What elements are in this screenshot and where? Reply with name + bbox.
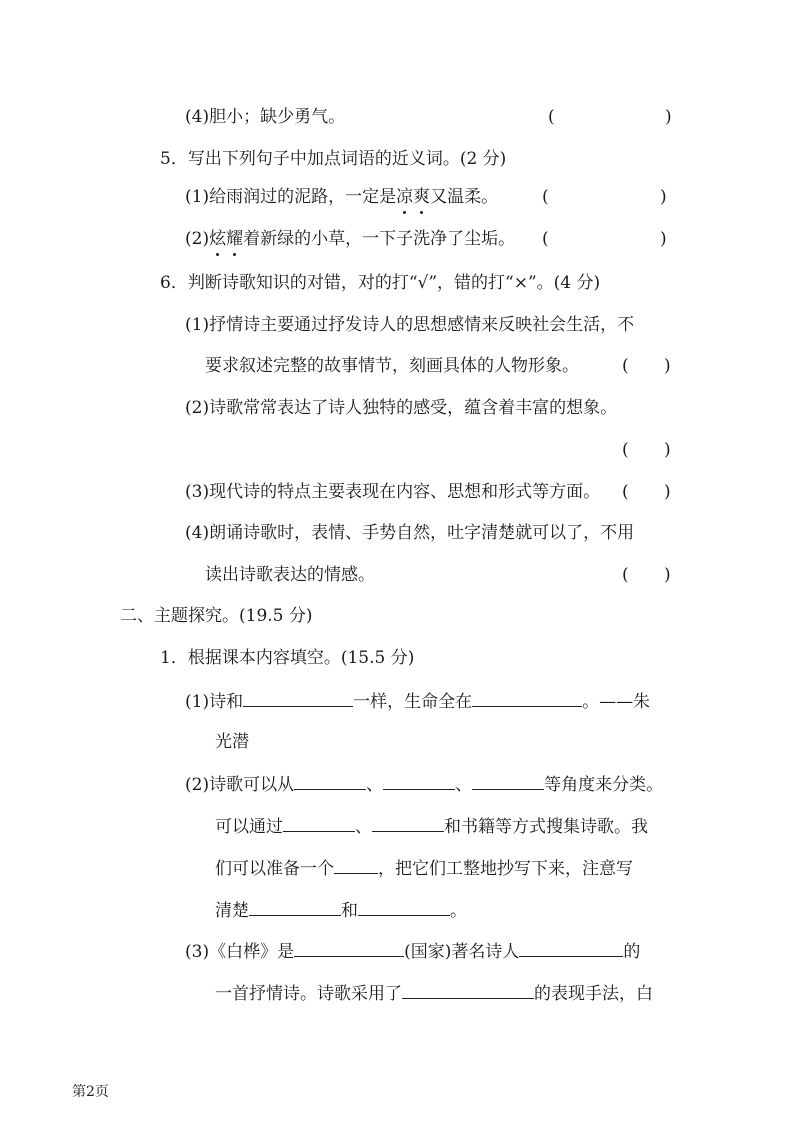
q5-item-1-post: 又温柔。 — [430, 187, 499, 207]
fill-item-1-line-1 — [185, 688, 650, 714]
dotted-char: 炫 — [209, 229, 227, 249]
fill-text: (国家)著名诗人 — [404, 942, 520, 962]
answer-paren-open: ( — [542, 187, 549, 207]
answer-paren-open: ( — [548, 107, 555, 127]
answer-blank[interactable] — [383, 771, 455, 790]
answer-blank[interactable] — [283, 813, 355, 832]
answer-blank[interactable] — [249, 897, 341, 916]
fill-text: 和书籍等方式搜集诗歌。我 — [444, 817, 648, 837]
fill-text: 的 — [623, 942, 641, 962]
q5-item-1 — [185, 185, 498, 209]
dotted-char: 耀 — [226, 229, 244, 249]
fill-text: 。——朱 — [582, 692, 651, 712]
answer-paren-open: ( — [622, 482, 629, 502]
fill-text: (2)诗歌可以从 — [185, 775, 295, 795]
answer-blank[interactable] — [358, 897, 450, 916]
answer-paren-open: ( — [622, 356, 629, 376]
fill-item-1-line-2: 光潜 — [215, 732, 249, 752]
answer-blank[interactable] — [472, 688, 582, 707]
q6-item-4-line-2: 读出诗歌表达的情感。 — [205, 565, 375, 585]
answer-paren-open: ( — [622, 440, 629, 460]
dotted-word — [396, 187, 430, 207]
answer-paren-open: ( — [622, 565, 629, 585]
fill-text: 一首抒情诗。诗歌采用了 — [215, 984, 402, 1004]
q6-item-3: (3)现代诗的特点主要表现在内容、思想和形式等方面。 — [185, 482, 601, 502]
answer-blank[interactable] — [294, 771, 366, 790]
dotted-text — [396, 187, 430, 207]
q4-item-4: (4)胆小；缺少勇气。 — [185, 107, 346, 127]
q5-title: 5．写出下列句子中加点词语的近义词。(2 分) — [160, 149, 507, 169]
answer-paren-close: ) — [664, 565, 671, 585]
answer-paren-close: ) — [660, 229, 667, 249]
fill-text: (3)《白桦》是 — [185, 942, 295, 962]
fill-text: 一样，生命全在 — [353, 692, 473, 712]
fill-text: 。 — [450, 901, 467, 921]
fill-text: 可以通过 — [215, 817, 283, 837]
dotted-char: 爽 — [413, 187, 431, 207]
answer-paren-close: ) — [664, 356, 671, 376]
answer-paren-close: ) — [660, 187, 667, 207]
answer-blank[interactable] — [402, 980, 534, 999]
answer-paren-close: ) — [664, 482, 671, 502]
fill-text: 和 — [341, 901, 358, 921]
q6-item-1-line-1: (1)抒情诗主要通过抒发诗人的思想感情来反映社会生活，不 — [185, 315, 635, 335]
page-number: 第2页 — [72, 1084, 109, 1100]
q6-item-1-line-2: 要求叙述完整的故事情节，刻画具体的人物形象。 — [205, 356, 579, 376]
answer-paren-open: ( — [542, 229, 549, 249]
fill-item-2-line-4 — [215, 897, 467, 923]
fill-item-2-line-2 — [215, 813, 648, 839]
fill-text: 清楚 — [215, 901, 249, 921]
answer-paren-close: ) — [665, 107, 672, 127]
q6-item-4-line-1: (4)朗诵诗歌时，表情、手势自然，吐字清楚就可以了，不用 — [185, 523, 635, 543]
q6-item-2: (2)诗歌常常表达了诗人独特的感受，蕴含着丰富的想象。 — [185, 398, 618, 418]
answer-blank[interactable] — [294, 938, 404, 957]
q5-item-2-pre: (2) — [185, 229, 210, 249]
answer-blank[interactable] — [372, 813, 444, 832]
fill-item-2-line-3 — [215, 855, 633, 881]
q5-item-1-pre: (1)给雨润过的泥路，一定是 — [185, 187, 397, 207]
fill-text: 、 — [366, 775, 384, 795]
fill-item-3-line-2 — [215, 980, 653, 1006]
fill-text: 们可以准备一个 — [215, 859, 334, 879]
fill-text: (1)诗和 — [185, 692, 244, 712]
fill-text: 等角度来分类。 — [544, 775, 664, 795]
fill-text: 的表现手法，白 — [534, 984, 653, 1004]
fill-item-2-line-1 — [185, 771, 663, 797]
fill-text: 、 — [455, 775, 473, 795]
answer-blank[interactable] — [243, 688, 353, 707]
q6-title: 6．判断诗歌知识的对错，对的打“√”，错的打“×”。(4 分) — [160, 273, 601, 293]
q5-item-2-post: 着新绿的小草，一下子洗净了尘垢。 — [243, 229, 516, 249]
answer-blank[interactable] — [472, 771, 544, 790]
section-2-title: 二、主题探究。(19.5 分) — [120, 606, 313, 626]
dotted-text — [209, 229, 243, 249]
fill-text: 、 — [355, 817, 372, 837]
section-2-q1-title: 1．根据课本内容填空。(15.5 分) — [160, 648, 415, 668]
answer-paren-close: ) — [664, 440, 671, 460]
dotted-char: 凉 — [396, 187, 414, 207]
q5-item-2 — [185, 227, 515, 251]
answer-blank[interactable] — [334, 855, 378, 874]
answer-blank[interactable] — [519, 938, 623, 957]
fill-text: ，把它们工整地抄写下来，注意写 — [378, 859, 633, 879]
fill-item-3-line-1 — [185, 938, 640, 964]
